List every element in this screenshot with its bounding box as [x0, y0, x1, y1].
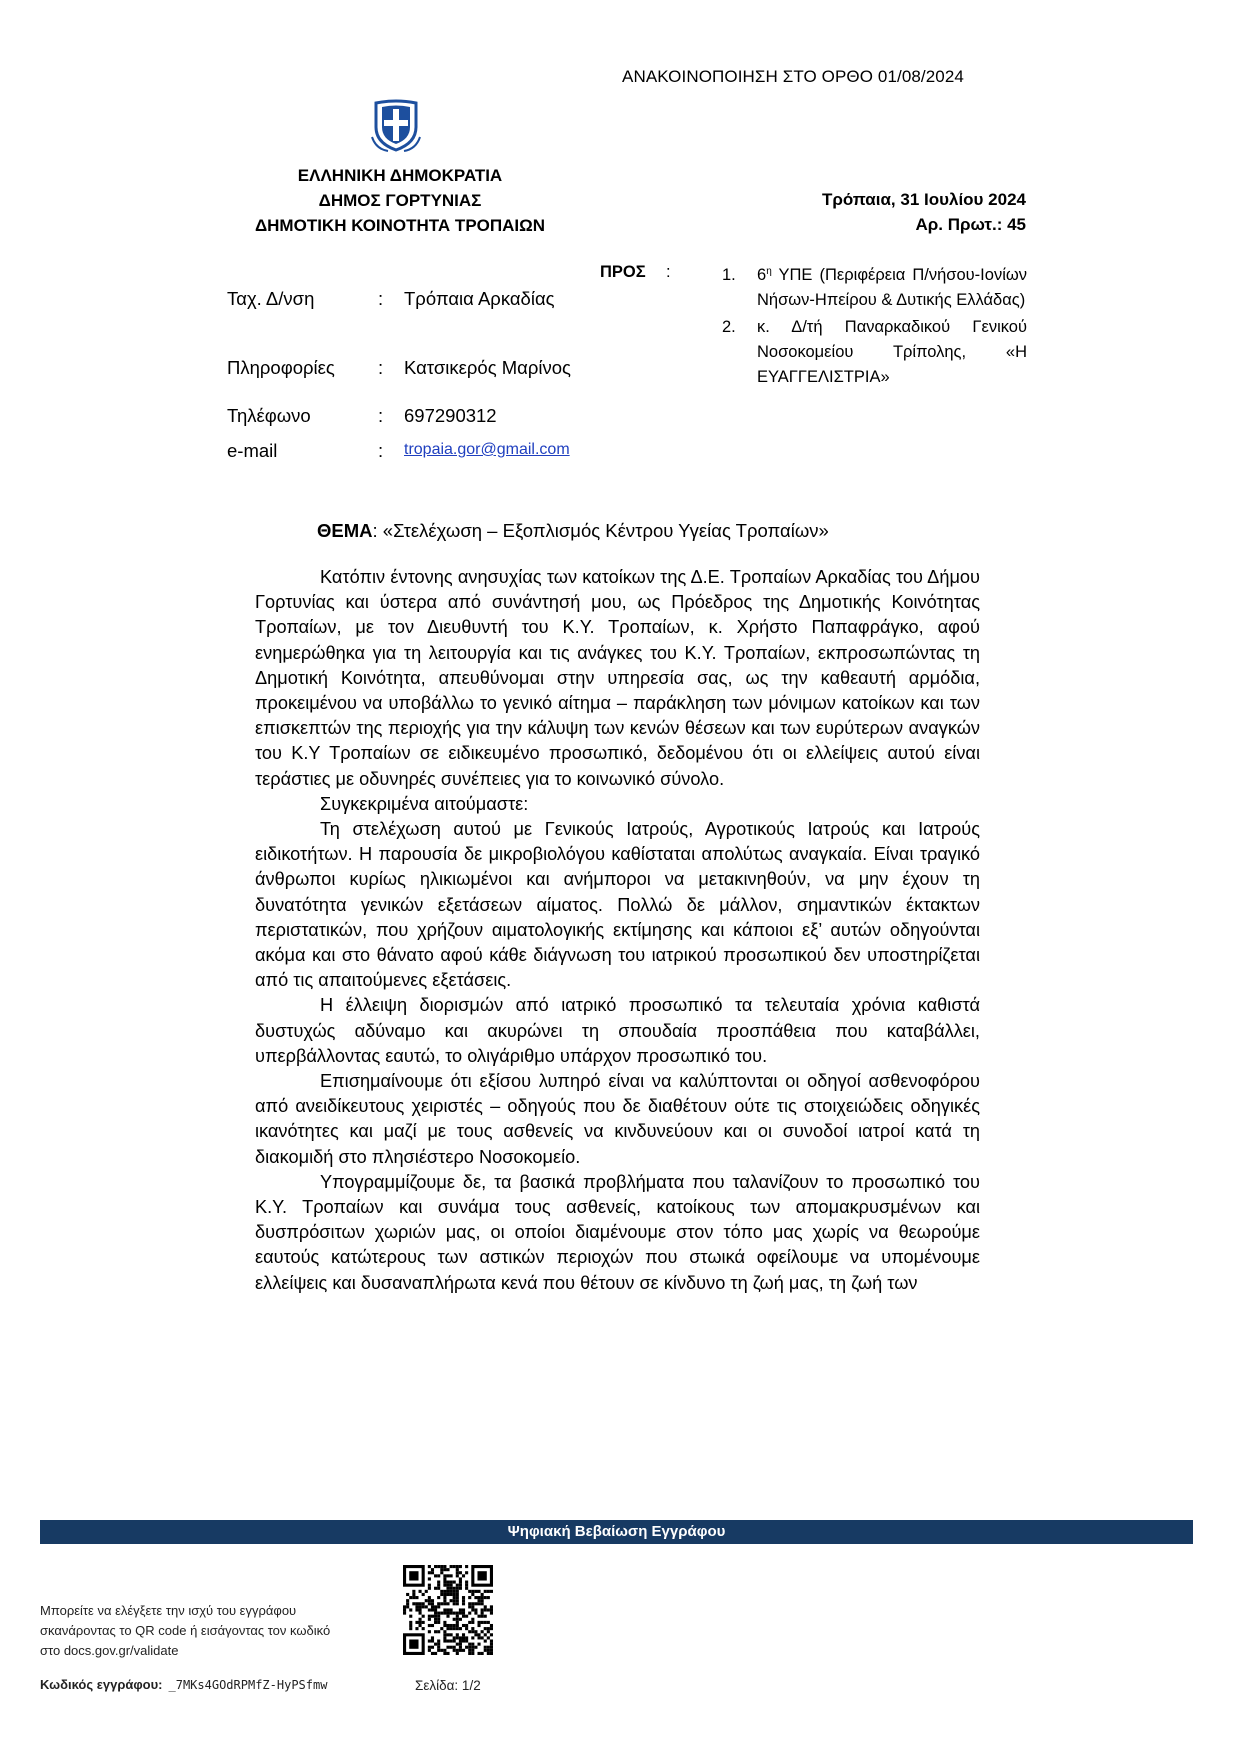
verify-line: Μπορείτε να ελέγξετε την ισχύ του εγγράφου: [40, 1603, 297, 1618]
body-paragraph: Επισημαίνουμε ότι εξίσου λυπηρό είναι να καλύπτονται οι οδηγοί ασθενοφόρου από ανειδίκευτους χειριστές – οδηγούς που δε διαθέτουν ούτε τις στοιχειώδεις οδηγικές ικανότητες και μαζί με τους ασθενείς να κινδυνεύουν και οι συνοδοί ιατροί κατά τη διακομιδή στο πλησιέστερο Νοσοκομείο.: [255, 1071, 980, 1167]
email-label: e-mail: [227, 440, 278, 461]
email-link[interactable]: tropaia.gor@gmail.com: [404, 441, 570, 458]
recipient-prefix: 6: [757, 266, 767, 284]
email-colon: :: [378, 440, 384, 461]
info-colon: :: [378, 357, 384, 378]
body-paragraph: Συγκεκριμένα αιτούμαστε:: [320, 793, 529, 814]
issuer-municipality: ΔΗΜΟΣ ΓΟΡΤΥΝΙΑΣ: [318, 191, 482, 210]
phone-label: Τηλέφωνο: [227, 405, 311, 426]
recipients-label: ΠΡΟΣ: [600, 263, 646, 281]
page-number: Σελίδα: 1/2: [415, 1678, 481, 1693]
protocol-number: Αρ. Πρωτ.: 45: [915, 215, 1026, 234]
recipients-colon: :: [666, 263, 671, 281]
recipient-item: [722, 315, 1027, 390]
recipient-number: 2.: [722, 318, 736, 336]
phone-colon: :: [378, 405, 384, 426]
issuer-community: ΔΗΜΟΤΙΚΗ ΚΟΙΝΟΤΗΤΑ ΤΡΟΠΑΙΩΝ: [254, 216, 546, 235]
body-paragraph: Τη στελέχωση αυτού με Γενικούς Ιατρούς, Αγροτικούς Ιατρούς και Ιατρούς ειδικοτήτων. Η παρουσία δε μικροβιολόγου καθίσταται απολύτως αναγκαία. Είναι τραγικό άνθρωποι κυρίως ηλικιωμένοι και ανήμποροι να μετακινηθούν, να μην έχουν τη δυνατότητα γενικών εξετάσεων αίματος. Πολλώ δε μάλλον, σημαντικών έκτακτων περιστατικών, που χρήζουν αιματολογικής εκτίμησης και κάποιοι εξ’ αυτών οδηγούνται ακόμα και στο θάνατο αφού κάθε διάγνωση του ιατρικού προσωπικού δεν υποστηρίζεται από τις απαιτούμενες εξετάσεις.: [255, 819, 980, 991]
recipients-list: [722, 263, 1027, 392]
subject-text: : «Στελέχωση – Εξοπλισμός Κέντρου Υγείας Τροπαίων»: [372, 520, 829, 541]
qr-code-icon[interactable]: [403, 1565, 493, 1655]
issuer-block: [220, 163, 580, 238]
body-paragraph: Υπογραμμίζουμε δε, τα βασικά προβλήματα που ταλανίζουν το προσωπικό του Κ.Υ. Τροπαίων και συνάμα τους ασθενείς, κατοίκους των απομακρυσμένων και δυσπρόσιτων χωριών μας, οι οποίοι διαμένουμε στον τόπο μας χωρίς να θεωρούμε εαυτούς κατώτερους των αστικών περιοχών που στωικά οφείλουμε να υπομένουμε ελλείψεις και δυσαναπλήρωτα κενά που θέτουν σε κίνδυνο τη ζωή μας, τη ζωή των: [255, 1171, 980, 1293]
recipient-superscript: η: [766, 266, 772, 277]
document-code: [40, 1677, 327, 1692]
recipient-item: [722, 263, 1027, 313]
subject-line: [317, 520, 829, 542]
digital-certification-banner: Ψηφιακή Βεβαίωση Εγγράφου: [40, 1520, 1193, 1544]
address-colon: :: [378, 288, 384, 309]
letter-body: [255, 565, 980, 1296]
body-paragraph: Κατόπιν έντονης ανησυχίας των κατοίκων της Δ.Ε. Τροπαίων Αρκαδίας του Δήμου Γορτυνίας και ύστερα από συνάντησή μου, ως Πρόεδρος της Δημοτικής Κοινότητας Τροπαίων, με τον Διευθυντή του Κ.Υ. Τροπαίων, κ. Χρήστο Παπαφράγκο, αφού ενημερώθηκα για τη λειτουργία και τις ανάγκες του Κ.Υ. Τροπαίων, εκπροσωπώντας τη Δημοτική Κοινότητα, απευθύνομαι στην υπηρεσία σας, ως την καθεαυτή αρμόδια, προκειμένου να υποβάλλω το γενικό αίτημα – παράκληση των μόνιμων κατοίκων και των επισκεπτών της περιοχής για την κάλυψη των κενών θέσεων και των ευρύτερων αναγκών του Κ.Υ Τροπαίων σε ειδικευμένο προσωπικό, δεδομένου ότι οι ελλείψεις αυτού είναι τεράστιες με οδυνηρές συνέπειες για το κοινωνικό σύνολο.: [255, 567, 980, 789]
verify-line: σκανάροντας το QR code ή εισάγοντας τον κωδικό: [40, 1623, 331, 1638]
verification-instructions: [40, 1601, 330, 1661]
announcement-note: ΑΝΑΚΟΙΝΟΠΟΙΗΣΗ ΣΤΟ ΟΡΘΟ 01/08/2024: [622, 67, 964, 86]
address-label: Ταχ. Δ/νση: [227, 288, 315, 309]
recipient-text: ΥΠΕ (Περιφέρεια Π/νήσου-Ιονίων Νήσων-Ηπείρου & Δυτικής Ελλάδας): [757, 266, 1027, 309]
date-protocol-block: [822, 187, 1026, 237]
verify-line: στο docs.gov.gr/validate: [40, 1643, 179, 1658]
info-value: Κατσικερός Μαρίνος: [404, 357, 571, 378]
recipient-text: κ. Δ/τή Παναρκαδικού Γενικού Νοσοκομείου Τρίπολης, «Η ΕΥΑΓΓΕΛΙΣΤΡΙΑ»: [757, 318, 1027, 386]
recipient-number: 1.: [722, 266, 736, 284]
email-value: [404, 437, 570, 459]
address-value: Τρόπαια Αρκαδίας: [404, 288, 555, 309]
issuer-country: ΕΛΛΗΝΙΚΗ ΔΗΜΟΚΡΑΤΙΑ: [297, 166, 503, 185]
info-label: Πληροφορίες: [227, 357, 335, 378]
document-code-value: _7MKs4GOdRPMfZ-HyPSfmw: [168, 1678, 328, 1692]
body-paragraph: Η έλλειψη διορισμών από ιατρικό προσωπικό τα τελευταία χρόνια καθιστά δυστυχώς αδύναμο και ακυρώνει τη σπουδαία προσπάθεια που καταβάλλει, υπερβάλλοντας εαυτώ, το ολιγάριθμο υπάρχον προσωπικό του.: [255, 995, 980, 1066]
subject-label: ΘΕΜΑ: [317, 520, 373, 541]
document-code-label: Κωδικός εγγράφου:: [40, 1677, 163, 1692]
greek-coat-of-arms-icon: [370, 97, 422, 153]
phone-value: 697290312: [404, 405, 497, 426]
document-date: Τρόπαια, 31 Ιουλίου 2024: [821, 190, 1026, 209]
